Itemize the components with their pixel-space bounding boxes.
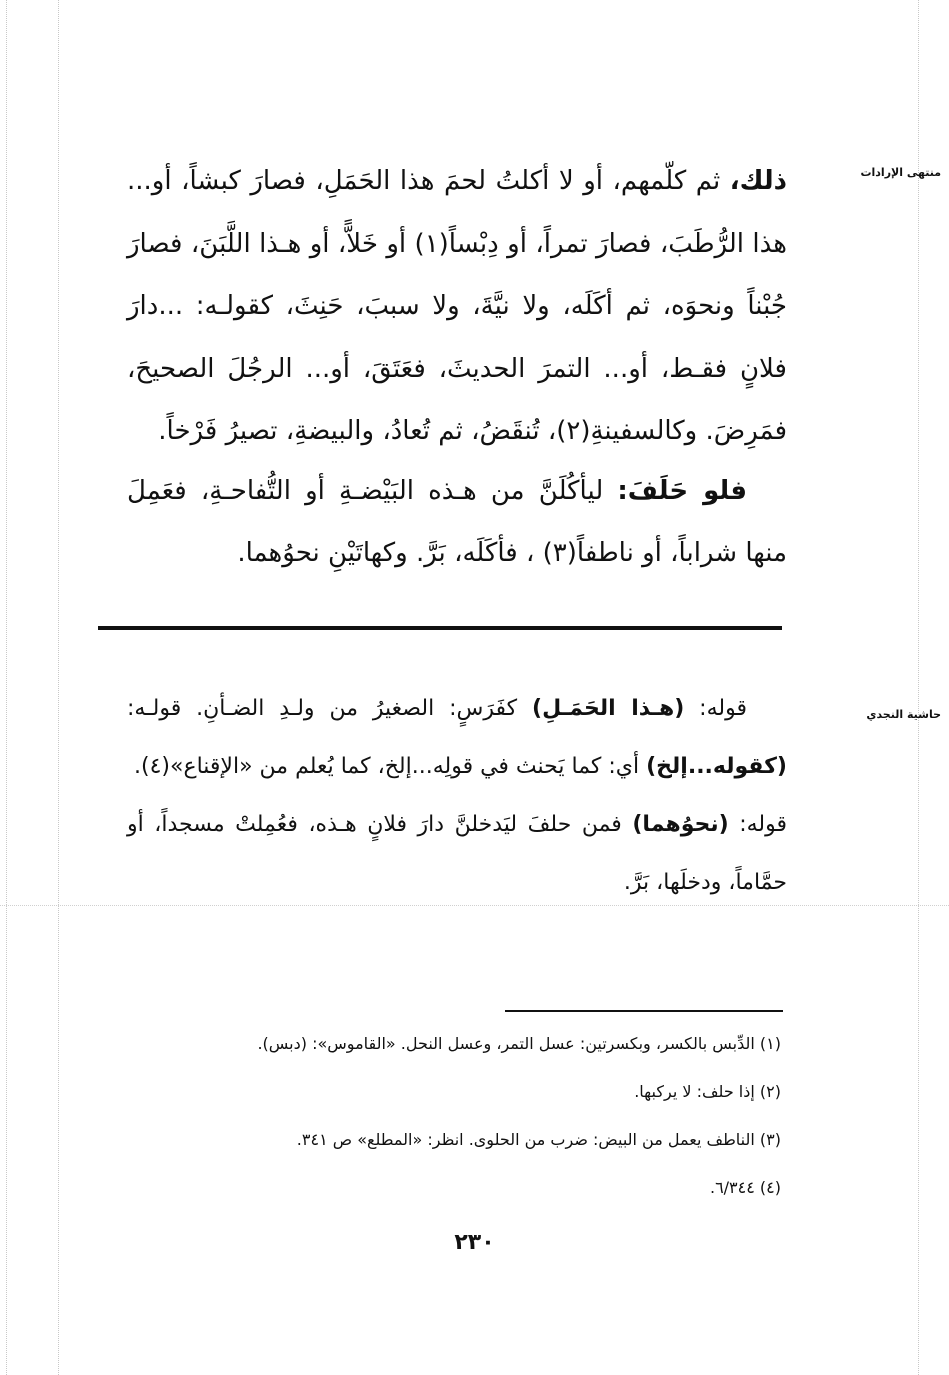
- footnote-2: (٢) إذا حلف: لا يركبها.: [634, 1082, 781, 1101]
- footnote-divider: [505, 1010, 783, 1012]
- footnotes: [141, 1020, 781, 1212]
- footnote-3: (٣) الناطف يعمل من البيض: ضرب من الحلوى. انظر: «المطلع» ص ٣٤١.: [296, 1130, 781, 1149]
- matn-text: ثم كلّمهم، أو لا أكلتُ لحمَ هذا الحَمَلِ، فصارَ كبشاً، أو... هذا الرُّطَبَ، فصارَ تمراً، أو دِبْساً(١) أو خَلاًّ، أو هـذا اللَّبَنَ، فصارَ جُبْناً ونحوَه، ثم أكَلَه، ولا نيَّةَ، ولا سببَ، حَنِثَ، كقولـه: ...دارَ فلانٍ فقـط، أو... التمرَ الحديثَ، فعَتَقَ، أو... الرجُلَ الصحيحَ، فمَرِضَ. وكالسفينةِ(٢)، تُنقَضُ، ثم تُعادُ، والبيضةِ، تصيرُ فَرْخاً.: [127, 166, 788, 446]
- scan-artifact-line: [58, 0, 59, 1375]
- matn-text: ليأكُلَنَّ من هـذه البَيْضـةِ أو التُّفاحـةِ، فعَمِلَ منها شراباً، أو ناطفاً(٣) ، فأكَلَه، بَرَّ. وكهاتَيْنِ نحوُهما.: [127, 476, 787, 568]
- section-divider: [98, 626, 782, 630]
- footnote-1: (١) الدِّبس بالكسر، وبكسرتين: عسل التمر، وعسل النحل. «القاموس»: (دبس).: [257, 1034, 781, 1053]
- hashia-paragraph-2: قوله: (نحوُهما) فمن حلفَ ليَدخلنَّ دارَ فلانٍ هـذه، فعُمِلتْ مسجداً، أو حمَّاماً، ودخلَها، بَرَّ.: [127, 812, 787, 895]
- hashia-quote: (نحوُهما): [632, 812, 729, 837]
- hashia-quote: (كقوله...إلخ): [646, 754, 787, 779]
- scan-artifact-line: [918, 0, 919, 1375]
- hashia-quote: (هـذا الحَمَـلِ): [532, 696, 685, 721]
- footnote-4: (٤) ٦/٣٤٤.: [709, 1178, 781, 1197]
- scan-artifact-line: [6, 0, 7, 1375]
- side-label-hashia: حاشية النجدي: [866, 708, 941, 721]
- matn-lead-word: ذلك،: [729, 166, 787, 196]
- matn-paragraph-1: [127, 150, 787, 463]
- matn-paragraph-2: [127, 460, 787, 584]
- page-number: ٢٣٠: [454, 1230, 495, 1255]
- side-label-matn: منتهى الإرادات: [860, 166, 941, 179]
- hashia-paragraph-1: قوله: (هـذا الحَمَـلِ) كفَرَسٍ: الصغيرُ من ولـدِ الضـأنِ. قولـه: (كقوله...إلخ) أي: كما يَحنث في قولِه...إلخ، كما يُعلم من «الإقناع»(٤).: [127, 696, 787, 779]
- matn-lead-word: فلو حَلَفَ:: [617, 476, 748, 506]
- hashia-block: [127, 680, 787, 912]
